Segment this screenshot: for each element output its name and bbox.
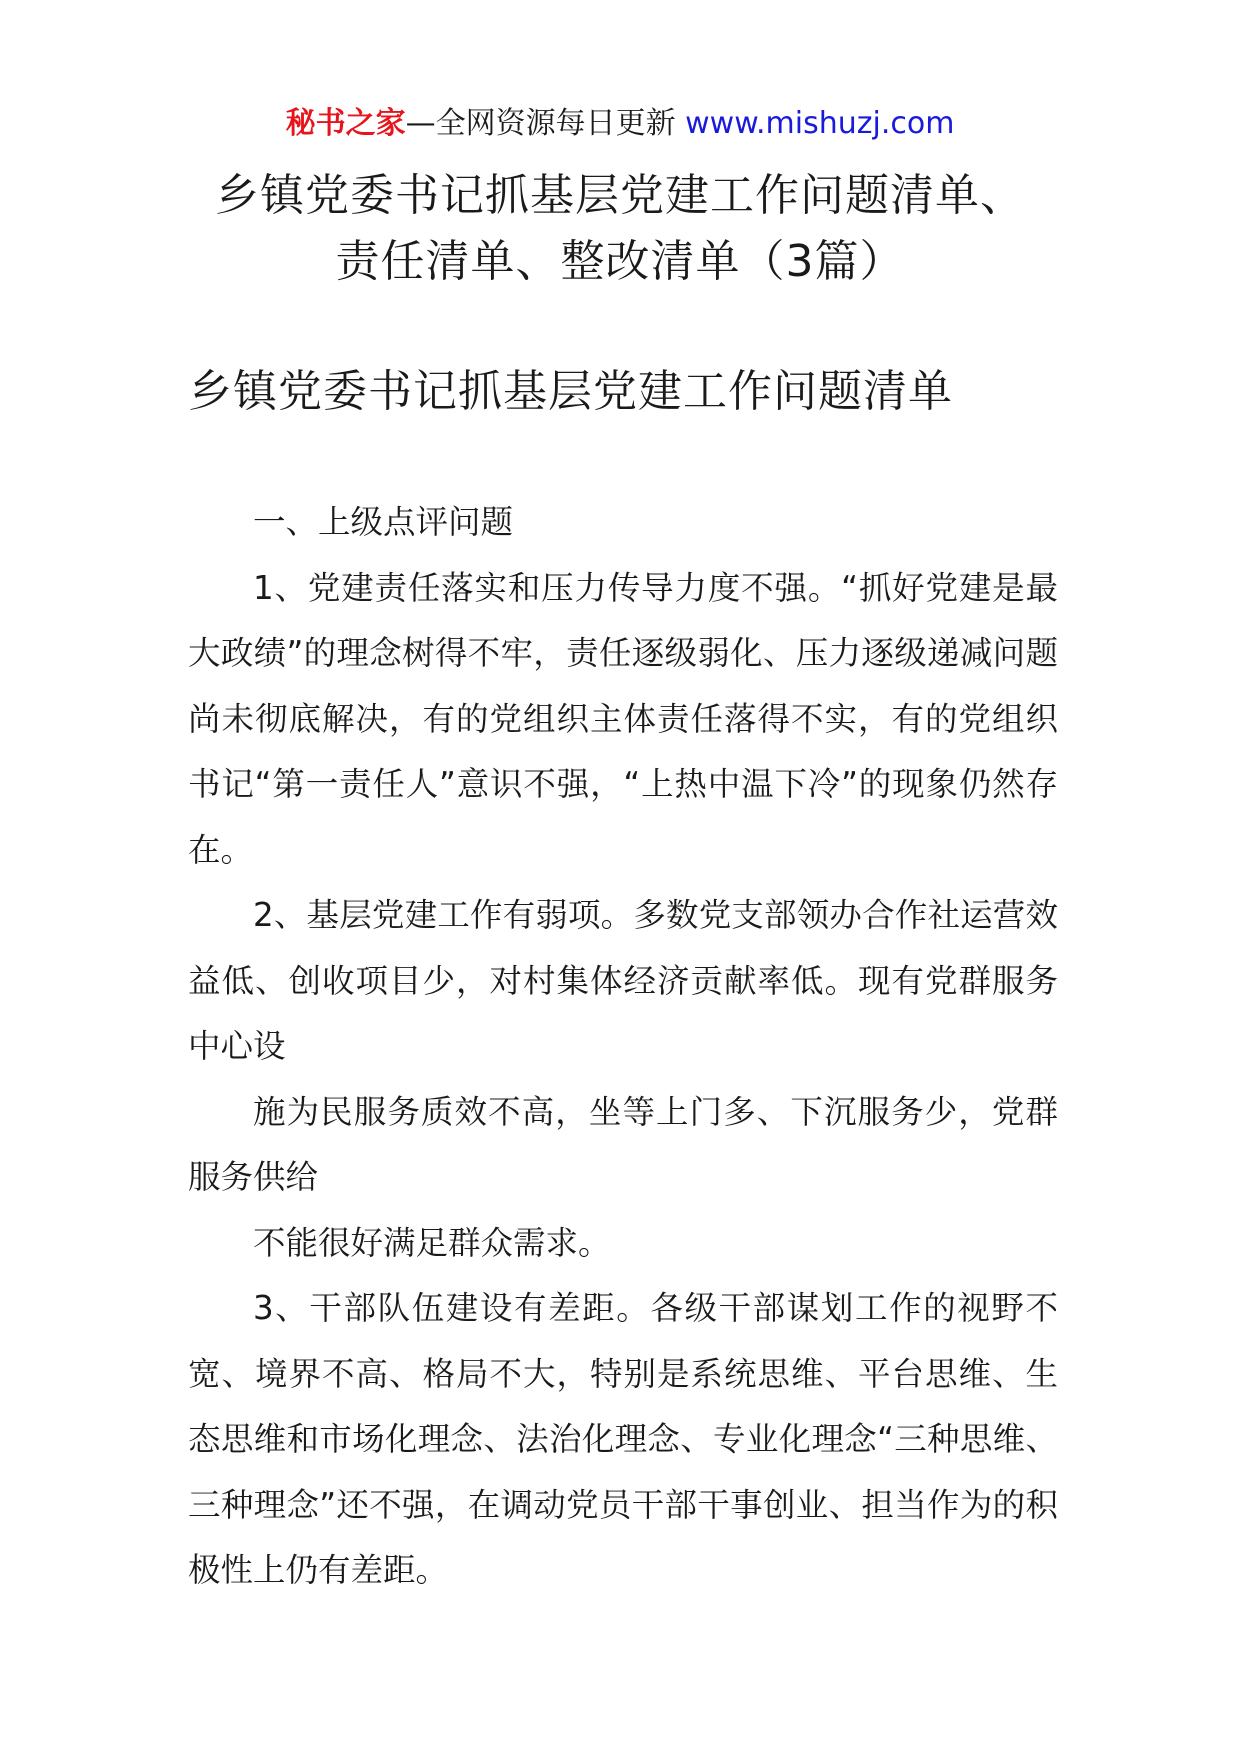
section-heading: 一、上级点评问题 xyxy=(253,503,514,541)
site-tagline: —全网资源每日更新 xyxy=(405,106,676,141)
site-url-link[interactable]: www.mishuzj.com xyxy=(685,106,955,141)
site-banner xyxy=(0,102,1240,146)
body-paragraph: 1、党建责任落实和压力传导力度不强。“抓好党建是最大政绩”的理念树得不牢，责任逐级弱化、压力逐级递减问题尚未彻底解决，有的党组织主体责任落得不实，有的党组织书记“第一责任人”意识不强，“上热中温下冷”的现象仍然存在。 xyxy=(188,568,1058,869)
body-paragraph: 施为民服务质效不高，坐等上门多、下沉服务少，党群服务供给 xyxy=(188,1092,1058,1196)
body-paragraph: 3、干部队伍建设有差距。各级干部谋划工作的视野不宽、境界不高、格局不大，特别是系统思维、平台思维、生态思维和市场化理念、法治化理念、专业化理念“三种思维、三种理念”还不强，在调动党员干部干事创业、担当作为的积极性上仍有差距。 xyxy=(188,1289,1058,1589)
document-title-line-1: 乡镇党委书记抓基层党建工作问题清单、 xyxy=(215,170,1025,221)
site-brand: 秘书之家 xyxy=(285,106,406,141)
document-body xyxy=(188,490,1058,1604)
section-title: 乡镇党委书记抓基层党建工作问题清单 xyxy=(188,366,953,417)
body-paragraph: 不能很好满足群众需求。 xyxy=(253,1223,611,1262)
document-title-line-2: 责任清单、整改清单（3篇） xyxy=(335,236,905,287)
body-paragraph: 2、基层党建工作有弱项。多数党支部领办合作社运营效益低、创收项目少，对村集体经济贡献率低。现有党群服务中心设 xyxy=(188,896,1058,1065)
